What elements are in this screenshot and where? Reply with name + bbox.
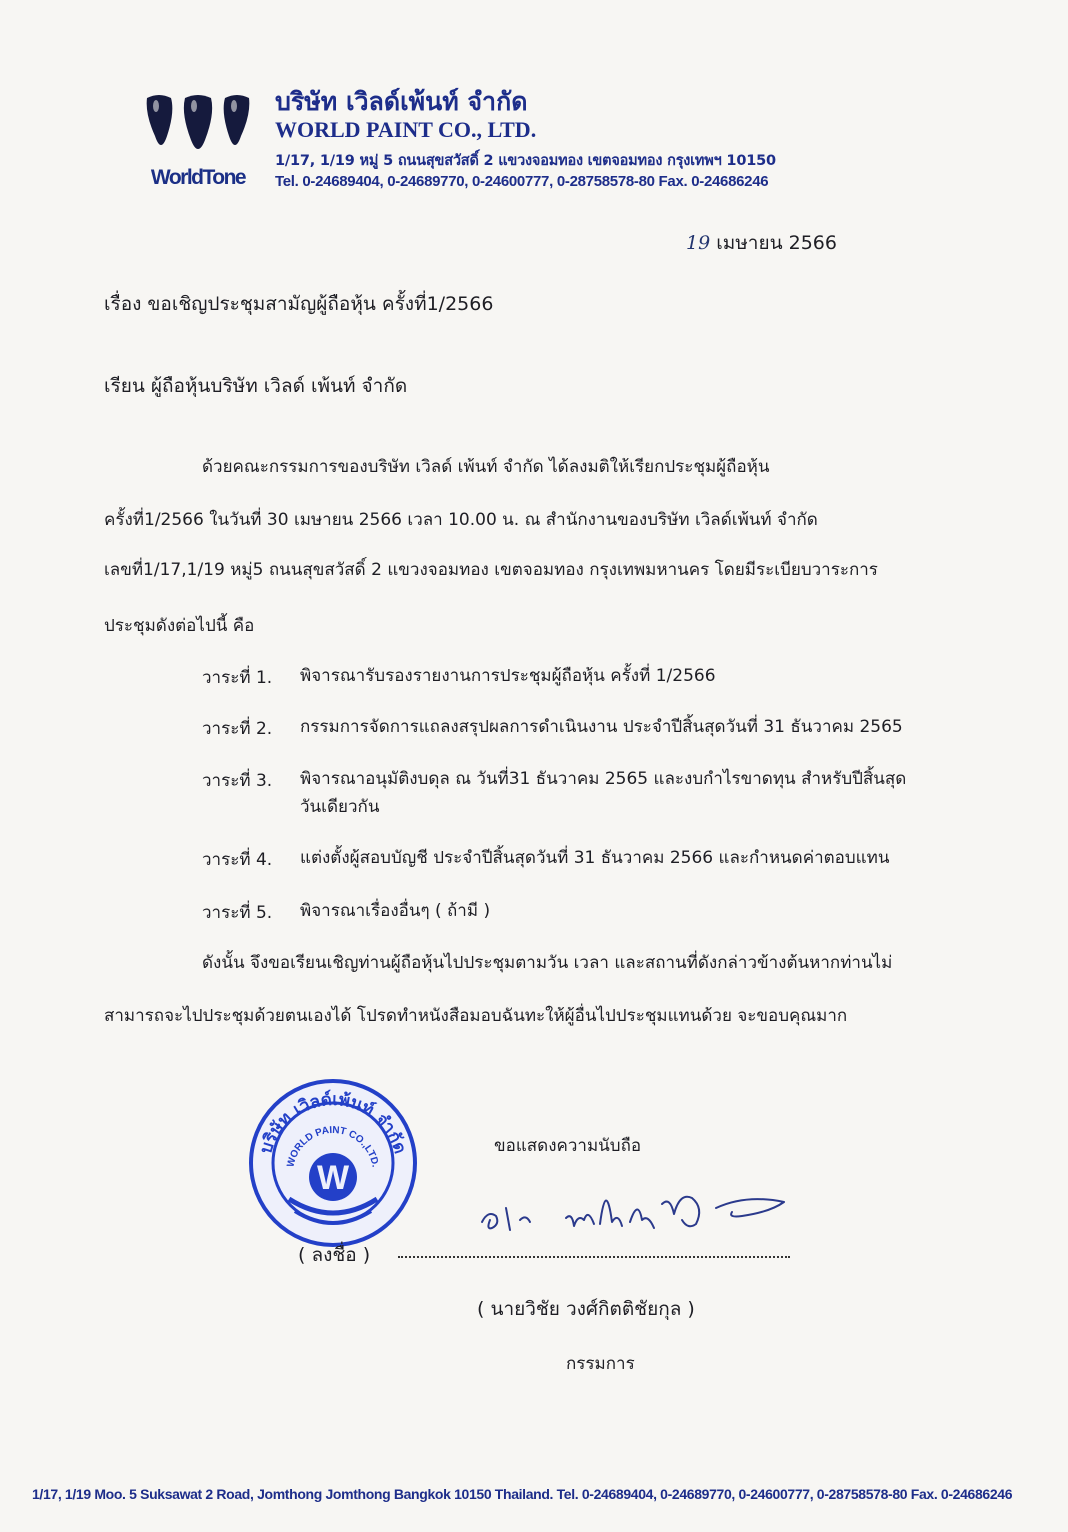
company-seal-stamp-icon — [247, 1077, 419, 1249]
agenda-text: กรรมการจัดการแถลงสรุปผลการดำเนินงาน ประจำปีสิ้นสุดวันที่ 31 ธันวาคม 2565 — [300, 717, 903, 737]
footer-address: 1/17, 1/19 Moo. 5 Suksawat 2 Road, Jomthong Jomthong Bangkok 10150 Thailand. Tel. 0-24689404, 0-24689770, 0-24600777, 0-28758578-80 Fax. 0-24686246 — [32, 1486, 1013, 1502]
date-month-year: เมษายน 2566 — [710, 232, 837, 254]
worldtone-logo — [143, 92, 253, 198]
company-address: 1/17, 1/19 หมู่ 5 ถนนสุขสวัสดิ์ 2 แขวงจอมทอง เขตจอมทอง กรุงเทพฯ 10150 — [275, 153, 776, 169]
company-phone-fax: Tel. 0-24689404, 0-24689770, 0-24600777, 0-28758578-80 Fax. 0-24686246 — [275, 173, 769, 190]
date-day-handwritten: 19 — [686, 232, 711, 254]
body-line: เลขที่1/17,1/19 หมู่5 ถนนสุขสวัสดิ์ 2 แขวงจอมทอง เขตจอมทอง กรุงเทพมหานคร โดยมีระเบียบวาระการ — [104, 560, 878, 580]
closing-salutation: ขอแสดงความนับถือ — [494, 1136, 642, 1156]
recipient-line: เรียน ผู้ถือหุ้นบริษัท เวิลด์ เพ้นท์ จำกัด — [104, 375, 408, 397]
sign-label: ( ลงชื่อ ) — [298, 1244, 371, 1266]
seal-english-text: WORLD PAINT CO.,LTD. — [285, 1124, 381, 1169]
agenda-label: วาระที่ 5. — [202, 903, 273, 923]
body-line: ครั้งที่1/2566 ในวันที่ 30 เมษายน 2566 เวลา 10.00 น. ณ สำนักงานของบริษัท เวิลด์เพ้นท์ จำกัด — [104, 510, 818, 530]
signer-name: ( นายวิชัย วงศ์กิตติชัยกุล ) — [477, 1298, 695, 1320]
handwritten-signature-icon — [470, 1168, 790, 1246]
signer-title: กรรมการ — [566, 1354, 635, 1374]
agenda-text: แต่งตั้งผู้สอบบัญชี ประจำปีสิ้นสุดวันที่ 31 ธันวาคม 2566 และกำหนดค่าตอบแทน — [300, 848, 890, 868]
seal-letter: W — [316, 1159, 350, 1197]
seal-thai-text: บริษัท เวิลด์เพ้นท์ จำกัด — [256, 1089, 410, 1157]
agenda-text: พิจารณาเรื่องอื่นๆ ( ถ้ามี ) — [300, 901, 491, 921]
agenda-text: พิจารณาอนุมัติงบดุล ณ วันที่31 ธันวาคม 2565 และงบกำไรขาดทุน สำหรับปีสิ้นสุด — [300, 769, 907, 789]
agenda-label: วาระที่ 1. — [202, 668, 273, 688]
agenda-text: พิจารณารับรองรายงานการประชุมผู้ถือหุ้น ครั้งที่ 1/2566 — [300, 666, 716, 686]
body-line: ด้วยคณะกรรมการของบริษัท เวิลด์ เพ้นท์ จำกัด ได้ลงมติให้เรียกประชุมผู้ถือหุ้น — [202, 457, 770, 477]
company-name-english: WORLD PAINT CO., LTD. — [275, 117, 537, 142]
closing-paragraph-line: ดังนั้น จึงขอเรียนเชิญท่านผู้ถือหุ้นไปประชุมตามวัน เวลา และสถานที่ดังกล่าวข้างต้นหากท่านไม่ — [202, 953, 893, 973]
signature — [470, 1168, 790, 1246]
worldtone-drops-logo-icon — [143, 92, 253, 164]
body-line: ประชุมดังต่อไปนี้ คือ — [104, 616, 255, 636]
letter-date — [686, 228, 837, 258]
agenda-label: วาระที่ 2. — [202, 719, 273, 739]
company-name-thai: บริษัท เวิลด์เพ้นท์ จำกัด — [275, 87, 528, 116]
closing-paragraph-line: สามารถจะไปประชุมด้วยตนเองได้ โปรดทำหนังสือมอบฉันทะให้ผู้อื่นไปประชุมแทนด้วย จะขอบคุณมาก — [104, 1006, 848, 1026]
subject-line: เรื่อง ขอเชิญประชุมสามัญผู้ถือหุ้น ครั้งที่1/2566 — [104, 293, 494, 315]
agenda-text: วันเดียวกัน — [300, 797, 380, 817]
company-seal — [247, 1077, 419, 1249]
logo-wordmark: WorldTone — [150, 166, 246, 189]
agenda-label: วาระที่ 4. — [202, 850, 273, 870]
agenda-label: วาระที่ 3. — [202, 771, 273, 791]
signature-dotted-line — [398, 1244, 790, 1258]
